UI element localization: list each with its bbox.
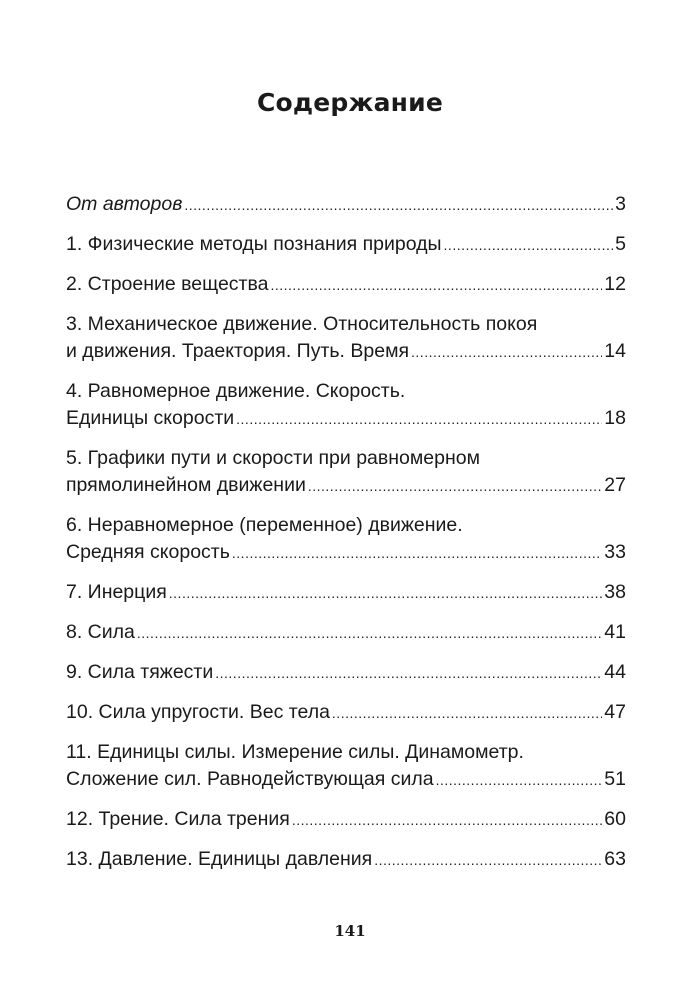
toc-entry-page: 60 bbox=[604, 808, 626, 830]
dot-leader bbox=[292, 807, 602, 834]
dot-leader bbox=[270, 272, 602, 299]
toc-entry-row bbox=[66, 338, 626, 366]
toc-entry-page: 5 bbox=[615, 233, 626, 255]
toc-entry-page: 44 bbox=[604, 661, 626, 683]
dot-leader bbox=[137, 620, 602, 647]
table-of-contents bbox=[66, 191, 626, 886]
toc-entry bbox=[66, 271, 626, 299]
toc-entry-text: прямолинейном движении bbox=[66, 474, 306, 496]
toc-entry-row bbox=[66, 806, 626, 834]
toc-entry bbox=[66, 512, 626, 567]
toc-entry-text: 4. Равномерное движение. Скорость. bbox=[66, 380, 406, 402]
dot-leader bbox=[332, 700, 602, 727]
toc-entry bbox=[66, 445, 626, 500]
toc-entry-text: 8. Сила bbox=[66, 621, 135, 643]
toc-entry-row bbox=[66, 699, 626, 727]
dot-leader bbox=[374, 847, 602, 874]
toc-entry-page: 38 bbox=[604, 581, 626, 603]
page-title: Содержание bbox=[256, 88, 444, 117]
toc-entry-text: Единицы скорости bbox=[66, 407, 235, 429]
toc-entry-page: 47 bbox=[604, 701, 626, 723]
toc-entry-page: 63 bbox=[604, 848, 626, 870]
toc-entry-text: От авторов bbox=[66, 193, 183, 215]
toc-entry-page: 27 bbox=[604, 474, 626, 496]
toc-entry-page: 18 bbox=[604, 407, 626, 429]
toc-entry bbox=[66, 579, 626, 607]
toc-entry-row bbox=[66, 846, 626, 874]
dot-leader bbox=[236, 406, 602, 433]
toc-entry-page: 3 bbox=[615, 193, 626, 215]
dot-leader bbox=[444, 232, 614, 259]
toc-entry-row bbox=[66, 619, 626, 647]
toc-entry bbox=[66, 311, 626, 366]
toc-entry-row bbox=[66, 231, 626, 259]
toc-entry-text: 11. Единицы силы. Измерение силы. Динамометр. bbox=[66, 741, 524, 763]
toc-entry-row bbox=[66, 191, 626, 219]
toc-entry-text: 13. Давление. Единицы давления bbox=[66, 848, 373, 870]
toc-entry-page: 33 bbox=[604, 541, 626, 563]
toc-entry-text: 2. Строение вещества bbox=[66, 273, 269, 295]
toc-entry-text: 5. Графики пути и скорости при равномерном bbox=[66, 447, 480, 469]
toc-entry-row bbox=[66, 405, 626, 433]
toc-entry bbox=[66, 699, 626, 727]
toc-entry-page: 14 bbox=[604, 340, 626, 362]
toc-entry-text: и движения. Траектория. Путь. Время bbox=[66, 340, 410, 362]
toc-entry-row bbox=[66, 271, 626, 299]
toc-entry bbox=[66, 191, 626, 219]
toc-entry-text: 6. Неравномерное (переменное) движение. bbox=[66, 514, 463, 536]
toc-entry-row bbox=[66, 659, 626, 687]
toc-entry bbox=[66, 659, 626, 687]
toc-entry-text: Средняя скорость bbox=[66, 541, 230, 563]
toc-entry-text: 3. Механическое движение. Относительность покоя bbox=[66, 313, 538, 335]
toc-entry bbox=[66, 846, 626, 874]
toc-entry bbox=[66, 378, 626, 433]
toc-entry-page: 12 bbox=[604, 273, 626, 295]
toc-entry-row bbox=[66, 579, 626, 607]
dot-leader bbox=[232, 540, 602, 567]
dot-leader bbox=[184, 192, 613, 219]
toc-entry-row bbox=[66, 766, 626, 794]
toc-entry-page: 41 bbox=[604, 621, 626, 643]
toc-entry-page: 51 bbox=[604, 768, 626, 790]
toc-entry bbox=[66, 619, 626, 647]
toc-entry-row bbox=[66, 472, 626, 500]
dot-leader bbox=[308, 473, 602, 500]
toc-entry-row bbox=[66, 539, 626, 567]
toc-entry bbox=[66, 231, 626, 259]
toc-entry-text: 9. Сила тяжести bbox=[66, 661, 214, 683]
toc-entry-text: 7. Инерция bbox=[66, 581, 167, 603]
toc-entry bbox=[66, 739, 626, 794]
toc-entry-text: Сложение сил. Равнодействующая сила bbox=[66, 768, 434, 790]
dot-leader bbox=[436, 767, 603, 794]
dot-leader bbox=[169, 580, 603, 607]
toc-entry-text: 10. Сила упругости. Вес тела bbox=[66, 701, 330, 723]
toc-entry-text: 1. Физические методы познания природы bbox=[66, 233, 442, 255]
page-number: 141 bbox=[334, 922, 366, 940]
toc-entry-text: 12. Трение. Сила трения bbox=[66, 808, 290, 830]
toc-entry bbox=[66, 806, 626, 834]
dot-leader bbox=[411, 339, 602, 366]
dot-leader bbox=[215, 660, 602, 687]
